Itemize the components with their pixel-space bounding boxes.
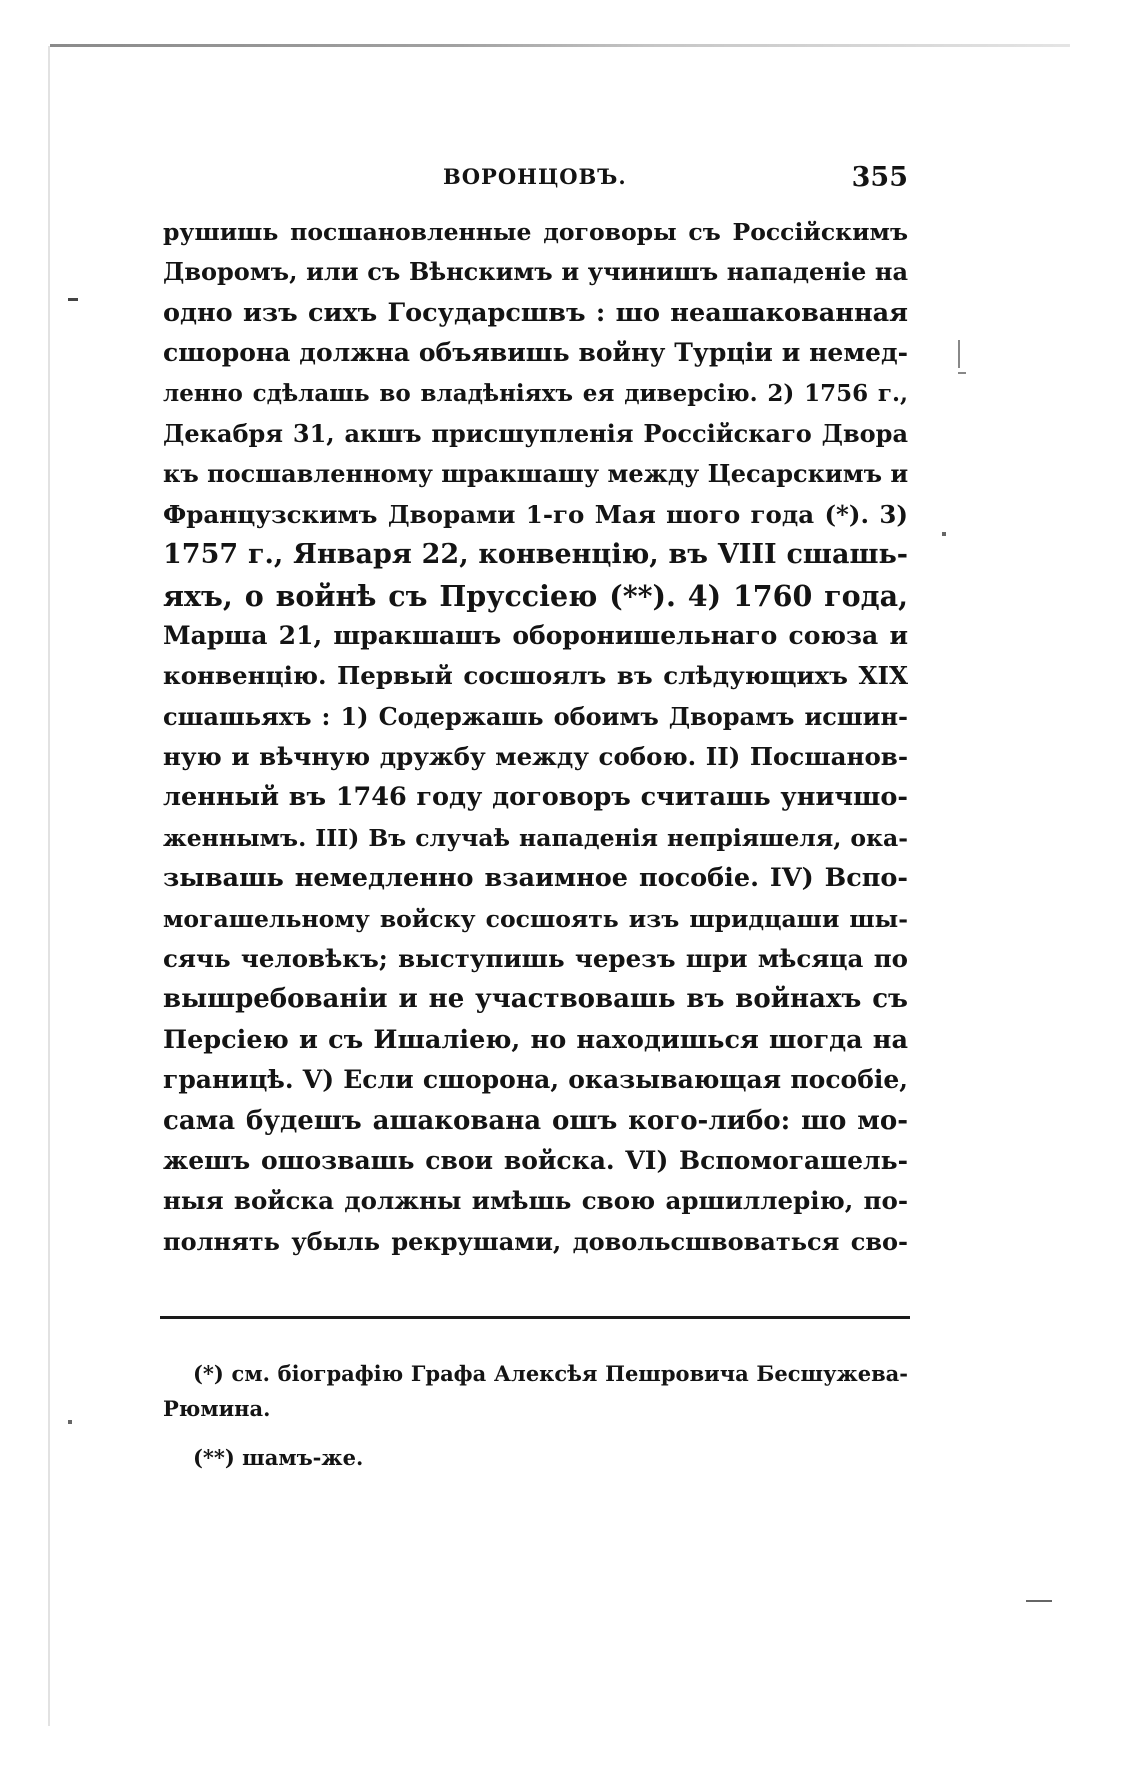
body-line: могашельному войску сосшоять изъ шридцаши шы- bbox=[163, 904, 908, 933]
footnote-divider bbox=[160, 1316, 910, 1319]
body-line: вышребованіи и не участвовашь въ войнахъ съ bbox=[163, 984, 908, 1015]
footnote-2: (**) шамъ-же. bbox=[193, 1445, 364, 1470]
running-header bbox=[163, 164, 908, 200]
body-line: ленный въ 1746 году договоръ считашь уничшо- bbox=[163, 782, 908, 813]
body-line: жешъ ошозвашь свои войска. VI) Вспомогашель- bbox=[163, 1145, 908, 1175]
body-line: женнымъ. III) Въ случаѣ нападенія непріяшеля, ока- bbox=[163, 823, 908, 852]
body-line: Декабря 31, акшъ присшупленія Россійскаго Двора bbox=[163, 418, 908, 448]
body-line: рушишь посшановленные договоры съ Россійскимъ bbox=[163, 218, 908, 246]
body-line: Французскимъ Дворами 1-го Мая шого года (*). 3) bbox=[163, 499, 908, 529]
body-line: границѣ. V) Если сшорона, оказывающая пособіе, bbox=[163, 1065, 908, 1095]
body-line: Марша 21, шракшашъ оборонишельнаго союза и bbox=[163, 620, 908, 650]
body-text bbox=[163, 212, 908, 1262]
scan-speck bbox=[68, 1420, 72, 1424]
body-line: Персіею и съ Ишаліею, но находишься шогда на bbox=[163, 1024, 908, 1055]
page-top-edge bbox=[50, 44, 1070, 47]
body-line: ныя войска должны имѣшь свою аршиллерію, по- bbox=[163, 1186, 908, 1216]
body-line: одно изъ сихъ Государсшвъ : шо неашакованная bbox=[163, 297, 908, 328]
scan-speck bbox=[68, 298, 78, 301]
running-title: ВОРОНЦОВЪ. bbox=[443, 164, 627, 189]
body-line: сшорона должна объявишь войну Турціи и немед- bbox=[163, 338, 908, 368]
body-line: яхъ, о войнѣ съ Пруссіею (**). 4) 1760 года, bbox=[163, 578, 908, 613]
scan-speck bbox=[958, 340, 960, 368]
body-line: къ посшавленному шракшашу между Цесарскимъ и bbox=[163, 459, 909, 489]
body-line: 1757 г., Января 22, конвенцію, въ VIII сшашь- bbox=[163, 539, 908, 571]
body-line: сшашьяхъ : 1) Содержашь обоимъ Дворамъ исшин- bbox=[163, 701, 908, 731]
body-line: Дворомъ, или съ Вѣнскимъ и учинишъ нападеніе на bbox=[163, 257, 908, 287]
footnotes bbox=[163, 1356, 908, 1475]
body-line: конвенцію. Первый сосшоялъ въ слѣдующихъ XIX bbox=[163, 661, 908, 691]
body-line: зывашь немедленно взаимное пособіе. IV) Вспо- bbox=[163, 863, 908, 894]
scan-speck bbox=[1026, 1600, 1052, 1602]
scan-speck bbox=[942, 532, 946, 536]
page-left-edge bbox=[48, 46, 50, 1726]
scan-speck bbox=[958, 372, 966, 374]
body-line: сячь человѣкъ; выступишь черезъ шри мѣсяца по bbox=[163, 944, 908, 974]
page-number: 355 bbox=[851, 162, 908, 193]
body-line: полнять убыль рекрушами, довольсшвоваться сво- bbox=[163, 1226, 908, 1256]
footnote-1-continuation: Рюмина. bbox=[163, 1396, 271, 1421]
body-line: сама будешъ ашакована ошъ кого-либо: шо мо- bbox=[163, 1105, 908, 1136]
body-line: ную и вѣчную дружбу между собою. II) Посшанов- bbox=[163, 742, 908, 772]
body-line: ленно сдѣлашь во владѣніяхъ ея диверсію. 2) 1756 г., bbox=[163, 379, 908, 407]
footnote-1: (*) см. біографію Графа Алексѣя Пешровича Бесшужева- bbox=[193, 1361, 908, 1386]
